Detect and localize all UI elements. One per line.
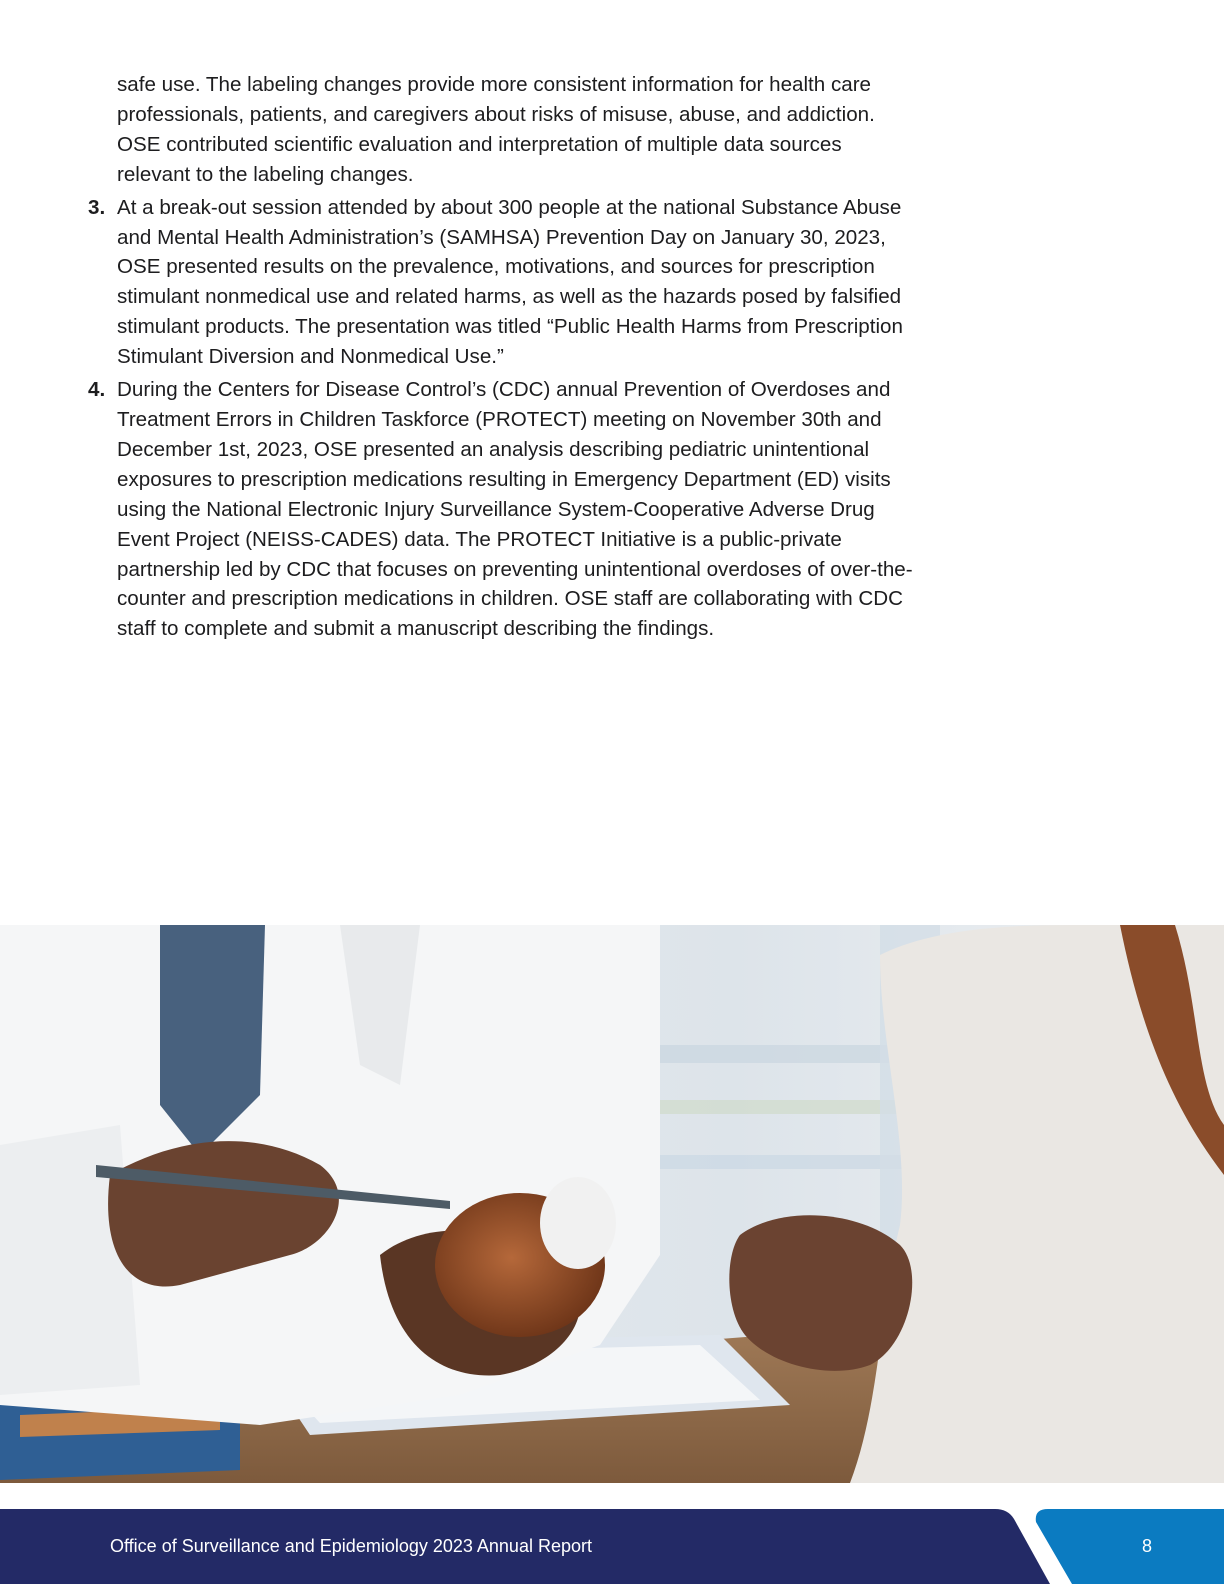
list-item	[88, 193, 918, 372]
page-footer	[0, 1509, 1224, 1584]
continuation-paragraph: safe use. The labeling changes provide more consistent information for health care professionals, patients, and caregivers about risks of misuse, abuse, and addiction. OSE contributed scientific evaluation and interpretation of multiple data sources relevant to the labeling changes.	[117, 73, 875, 186]
list-item	[88, 375, 918, 644]
list-item-number: 3.	[88, 195, 106, 219]
page-number: 8	[1141, 1536, 1152, 1556]
body-text	[88, 70, 918, 644]
footer-report-title: Office of Surveillance and Epidemiology 2023 Annual Report	[110, 1536, 592, 1556]
pharmacist-consultation-photo	[0, 925, 1224, 1483]
list-item-text: During the Centers for Disease Control’s (CDC) annual Prevention of Overdoses and Treatment Errors in Children Taskforce (PROTECT) meeting on November 30th and December 1st, 2023, OSE presented an analysis describing pediatric unintentional exposures to prescription medications resulting in Emergency Department (ED) visits using the National Electronic Injury Surveillance System-Cooperative Adverse Drug Event Project (NEISS-CADES) data. The PROTECT Initiative is a public-private partnership led by CDC that focuses on preventing unintentional overdoses of over-the-counter and prescription medications in children. OSE staff are collaborating with CDC staff to complete and submit a manuscript describing the findings.	[117, 378, 913, 641]
list-item-number: 4.	[88, 378, 106, 402]
list-item-text: At a break-out session attended by about 300 people at the national Substance Abuse and Mental Health Administration’s (SAMHSA) Prevention Day on January 30, 2023, OSE presented results on the prevalence, motivations, and sources for prescription stimulant nonmedical use and related harms, as well as the hazards posed by falsified stimulant products. The presentation was titled “Public Health Harms from Prescription Stimulant Diversion and Nonmedical Use.”	[117, 195, 903, 369]
